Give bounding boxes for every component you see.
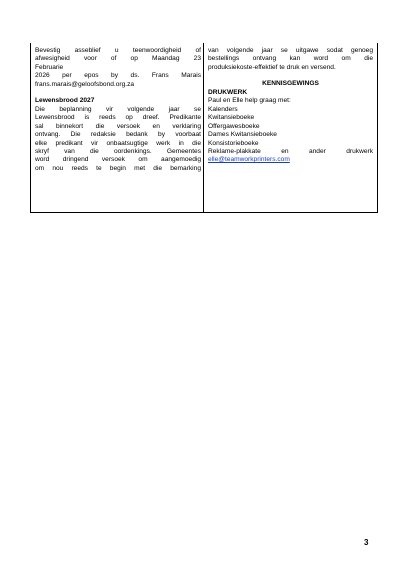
section-heading: Lewensbrood 2027 (35, 97, 95, 105)
text-line: Paul en Elle help graag met: (208, 97, 291, 105)
left-column (30, 43, 204, 213)
text-line: Die beplanning vir volgende jaar se (35, 105, 201, 113)
text-line: bestellings ontvang kan word om die (208, 55, 373, 63)
list-item: Offergawesboeke (208, 122, 260, 130)
email-link[interactable]: elle@teamworkprinters.com (208, 156, 290, 164)
text-line: elke predikant vir onbaatsugtige werk in die (35, 139, 201, 147)
text-line: produksiekoste-effektief te druk en versend. (208, 63, 336, 71)
notices-heading: KENNISGEWINGS (262, 80, 319, 88)
list-item: Kalenders (208, 105, 238, 113)
text-line: frans.marais@geloofsbond.org.za (35, 80, 135, 88)
two-column-text-area (30, 43, 378, 213)
paragraph-gap (208, 72, 373, 80)
text-line: word dringend versoek om aangemoedig (35, 156, 201, 164)
text-line: skryf van die oordenkings. Gemeentes (35, 147, 201, 155)
list-item: Kwitansieboeke (208, 114, 255, 122)
text-line: ontvang. Die redaksie bedank by voorbaat (35, 131, 201, 139)
text-line: Lewensbrood is reeds op dreef. Predikante (35, 114, 201, 122)
text-line: van volgende jaar se uitgawe sodat genoeg (208, 47, 373, 54)
right-column (204, 43, 378, 213)
text-line: Februarie (35, 63, 64, 71)
email-line (208, 156, 373, 164)
list-item: Reklame-plakkate en ander drukwerk (208, 147, 373, 155)
text-line: afwesigheid voor of op Maandag 23 (35, 55, 201, 63)
list-item: Konsistorieboeke (208, 139, 259, 147)
paragraph-gap (35, 89, 201, 97)
list-item: Dames Kwitansieboeke (208, 131, 277, 139)
page-number: 3 (364, 538, 369, 547)
text-line: sal binnekort die versoek en verklaring (35, 122, 201, 130)
text-line: 2026 per epos by ds. Frans Marais (35, 72, 201, 80)
text-line: Bevestig asseblief u teenwoordigheid of (35, 47, 201, 54)
printing-subheading: DRUKWERK (208, 88, 248, 96)
text-line: om nou reeds te begin met die bemarking (35, 164, 201, 172)
